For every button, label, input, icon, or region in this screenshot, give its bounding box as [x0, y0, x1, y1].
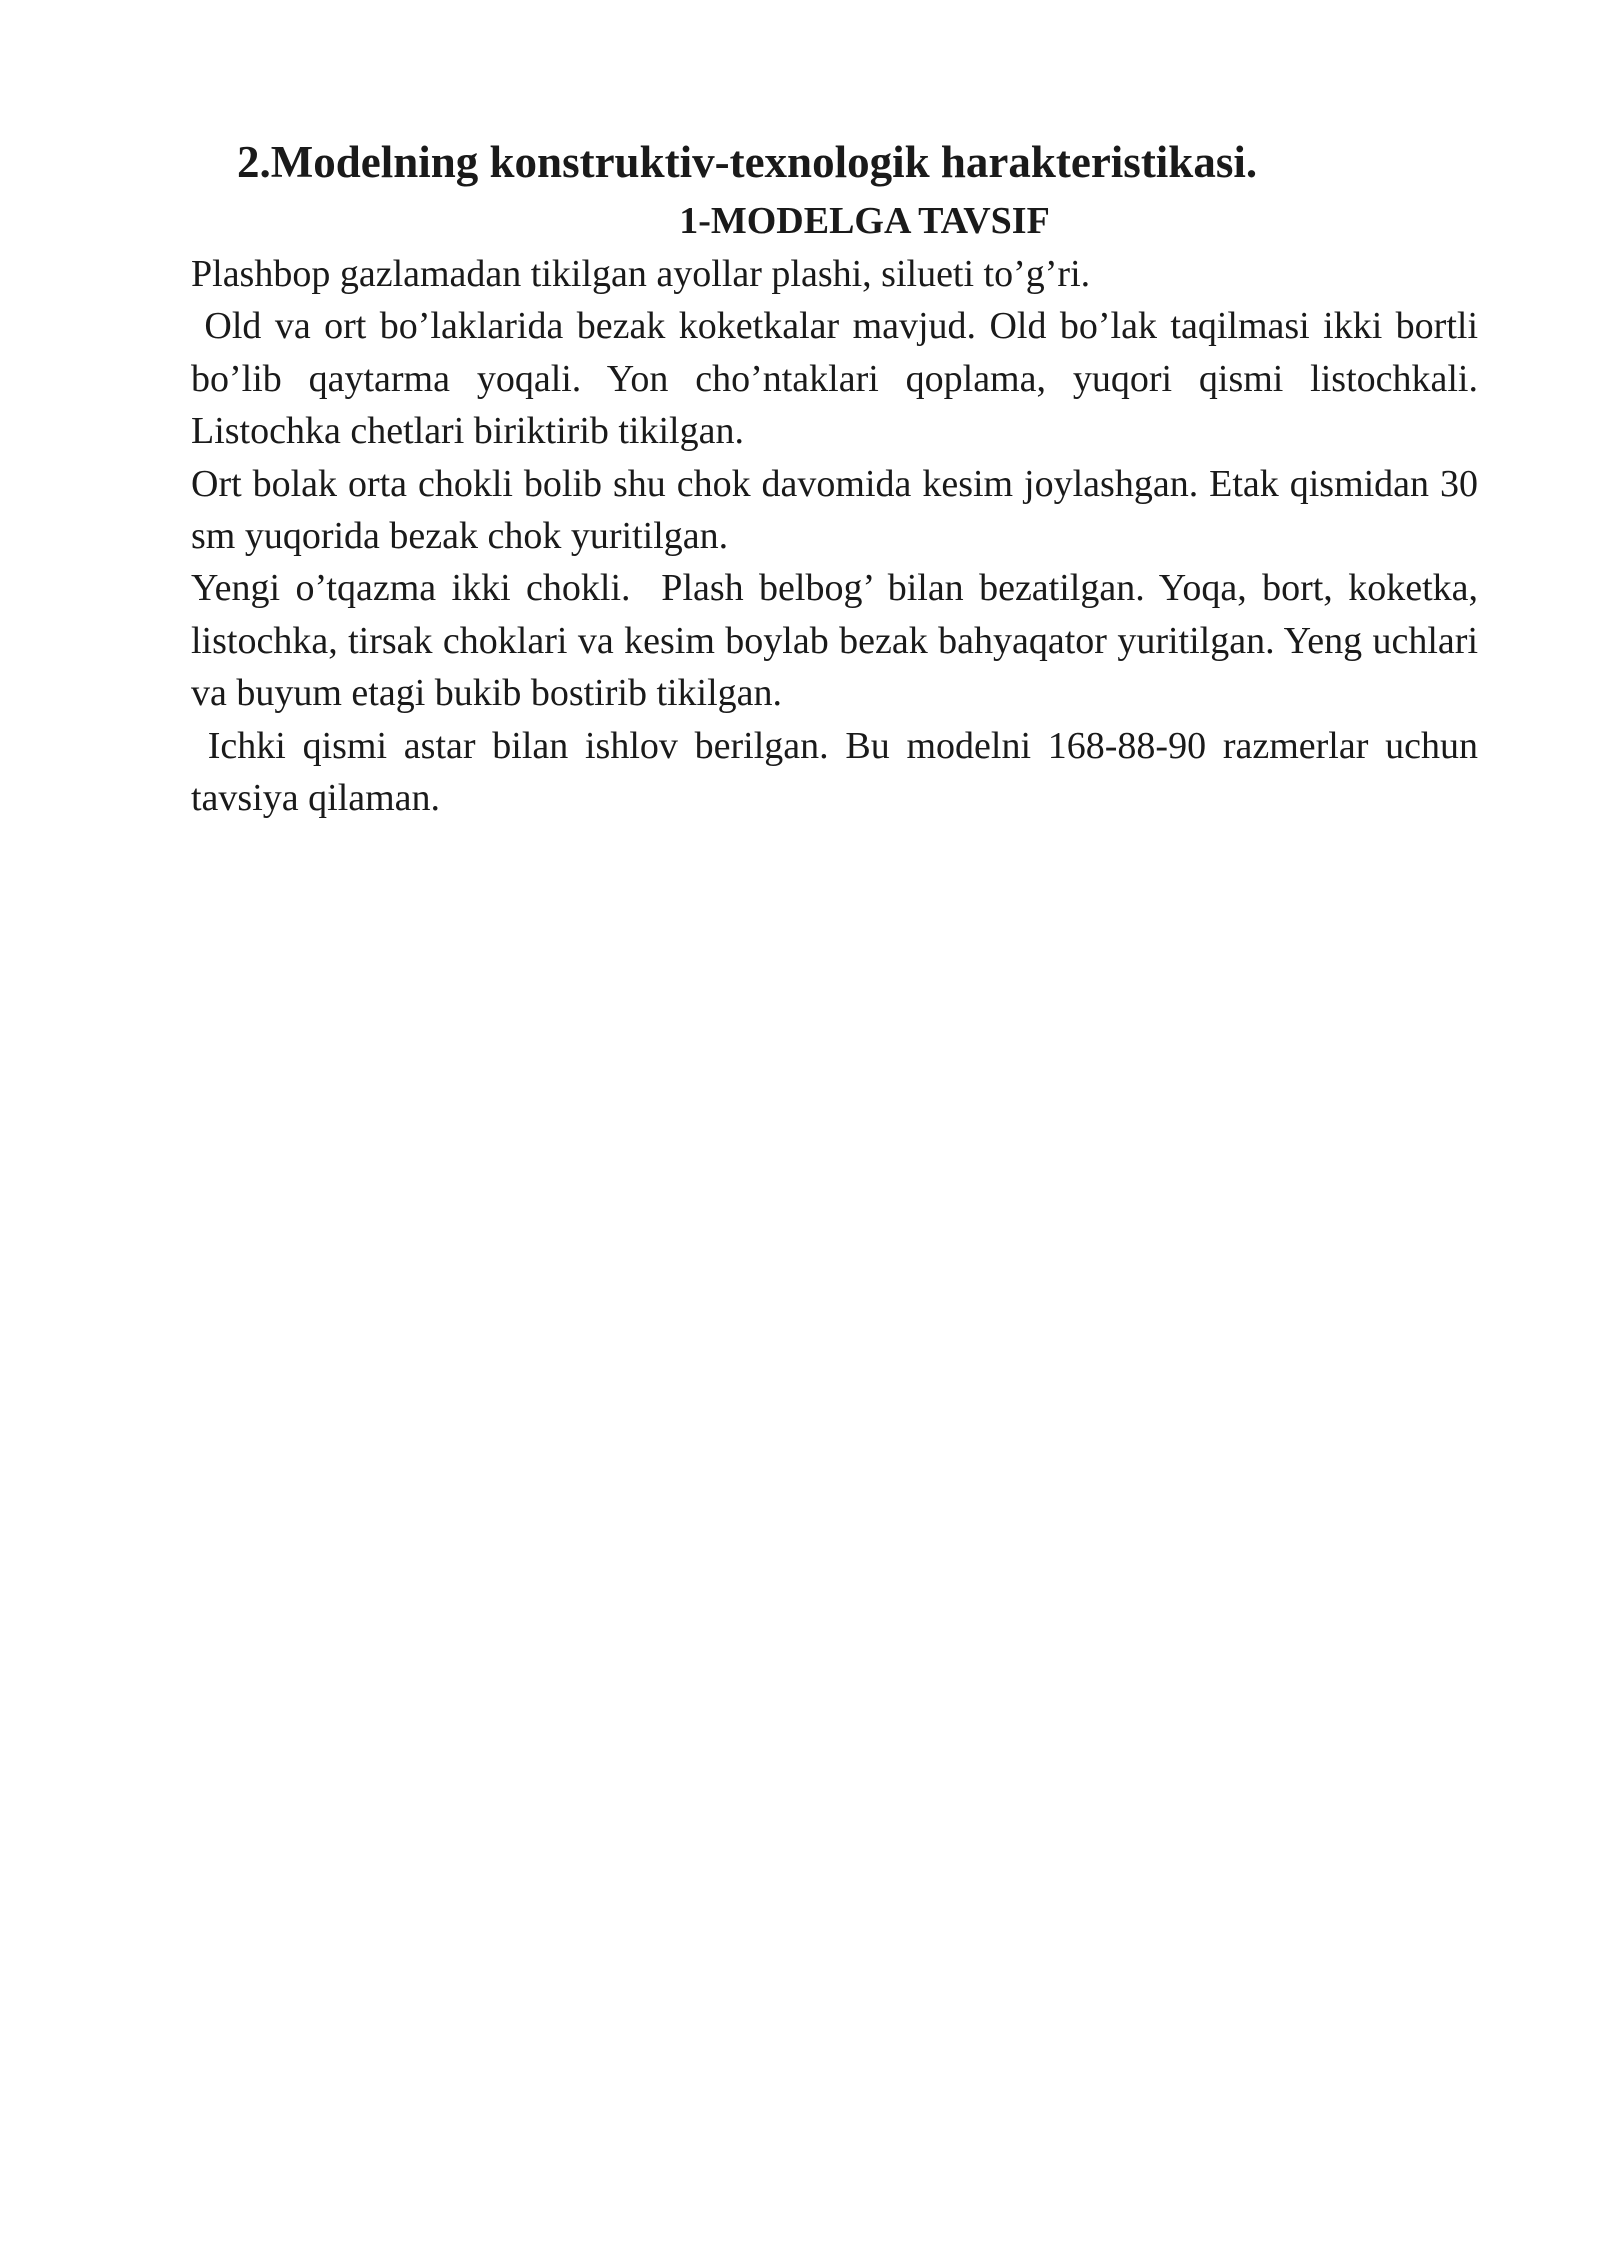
- paragraph-fabric: Plashbop gazlamadan tikilgan ayollar plashi, silueti to’g’ri.: [191, 253, 1091, 295]
- paragraph-front-details: Old va ort bo’laklarida bezak koketkalar mavjud. Old bo’lak taqilmasi ikki bortli bo’lib qaytarma yoqali. Yon cho’ntaklari qoplama, yuqori qismi listochkali. Listochka chetlari biriktirib tikilgan.: [191, 305, 1488, 453]
- paragraph-sleeve-details: Yengi o’tqazma ikki chokli. Plash belbog’ bilan bezatilgan. Yoqa, bort, koketka, listochka, tirsak choklari va kesim boylab bezak bahyaqator yuritilgan. Yeng uchlari va buyum etagi bukib bostirib tikilgan.: [191, 567, 1488, 715]
- section-heading: 2.Modelning konstruktiv-texnologik harakteristikasi.: [237, 137, 1258, 187]
- paragraph-back-details: Ort bolak orta chokli bolib shu chok davomida kesim joylashgan. Etak qismidan 30 sm yuqorida bezak chok yuritilgan.: [191, 462, 1478, 558]
- model-description-title: 1-MODELGA TAVSIF: [679, 200, 1050, 242]
- paragraph-lining: Ichki qismi astar bilan ishlov berilgan. Bu modelni 168-88-90 razmerlar uchun tavsiya qilaman.: [191, 724, 1488, 820]
- document-body: [191, 130, 1488, 824]
